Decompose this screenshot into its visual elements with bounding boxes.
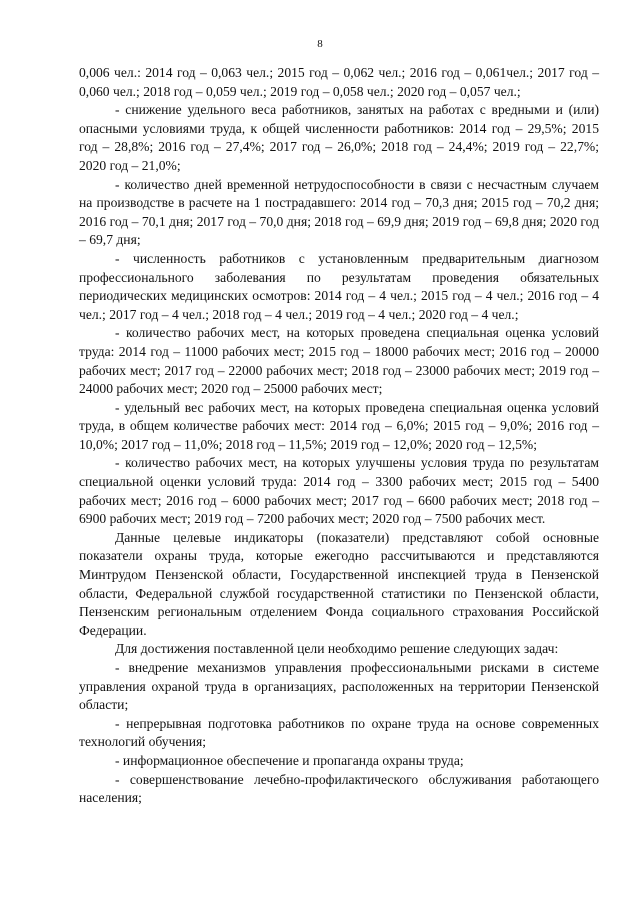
paragraph-task-risk-management: - внедрение механизмов управления профессиональными рисками в системе управления охраной труда в организациях, расположенных на территории Пензенской области; (79, 660, 599, 713)
paragraph-assessed-workplaces-share: - удельный вес рабочих мест, на которых проведена специальная оценка условий труда, в общем количестве рабочих мест: 2014 год – 6,0%; 2015 год – 9,0%; 2016 год – 10,0%; 2017 год – 11,0%; 2018 год – 11,5%; 2019 год – 12,0%; 2020 год – 12,5%; (79, 399, 599, 452)
paragraph-indicators-description: Данные целевые индикаторы (показатели) представляют собой основные показатели охраны труда, которые ежегодно рассчитываются и представляются Минтрудом Пензенской области, Государственной инспекцией труда в Пензенской области, Федеральной службой государственной статистики по Пензенской области, Пензенским региональным отделением Фонда социального страхования Российской Федерации. (79, 529, 599, 638)
paragraph-task-information: - информационное обеспечение и пропаганда охраны труда; (115, 752, 464, 768)
paragraph-assessed-workplaces-count: - количество рабочих мест, на которых проведена специальная оценка условий труда: 2014 год – 11000 рабочих мест; 2015 год – 18000 рабочих мест; 2016 год – 20000 рабочих мест; 2017 год – 22000 рабочих мест; 2018 год – 23000 рабочих мест; 2019 год – 24000 рабочих мест; 2020 год – 25000 рабочих мест; (79, 325, 599, 397)
paragraph-task-training: - непрерывная подготовка работников по охране труда на основе современных технологий обучения; (79, 715, 599, 750)
paragraph-improved-workplaces: - количество рабочих мест, на которых улучшены условия труда по результатам специальной оценки условий труда: 2014 год – 3300 рабочих мест; 2015 год – 5400 рабочих мест; 2016 год – 6000 рабочих мест; 2017 год – 6600 рабочих мест; 2018 год – 6900 рабочих мест; 2019 год – 7200 рабочих мест; 2020 год – 7500 рабочих мест. (79, 455, 599, 527)
paragraph-occupational-disease: - численность работников с установленным предварительным диагнозом профессионального заболевания по результатам проведения обязательных периодических медицинских осмотров: 2014 год – 4 чел.; 2015 год – 4 чел.; 2016 год – 4 чел.; 2017 год – 4 чел.; 2018 год – 4 чел.; 2019 год – 4 чел.; 2020 год – 4 чел.; (79, 250, 599, 322)
paragraph-indicator-continuation: 0,006 чел.: 2014 год – 0,063 чел.; 2015 год – 0,062 чел.; 2016 год – 0,061чел.; 2017 год – 0,060 чел.; 2018 год – 0,059 чел.; 2019 год – 0,058 чел.; 2020 год – 0,057 чел.; (79, 65, 599, 99)
document-body (79, 64, 599, 808)
paragraph-hazardous-work-share: - снижение удельного веса работников, занятых на работах с вредными и (или) опасными условиями труда, к общей численности работников: 2014 год – 29,5%; 2015 год – 28,8%; 2016 год – 27,4%; 2017 год – 26,0%; 2018 год – 24,4%; 2019 год – 22,7%; 2020 год – 21,0%; (79, 102, 599, 173)
paragraph-task-medical-service: - совершенствование лечебно-профилактического обслуживания работающего населения; (79, 771, 599, 806)
paragraph-tasks-intro: Для достижения поставленной цели необходимо решение следующих задач: (115, 641, 559, 657)
page-number: 8 (317, 38, 323, 50)
paragraph-disability-days: - количество дней временной нетрудоспособности в связи с несчастным случаем на производстве в расчете на 1 пострадавшего: 2014 год – 70,3 дня; 2015 год – 70,2 дня; 2016 год – 70,1 дня; 2017 год – 70,0 дня; 2018 год – 69,9 дня; 2019 год – 69,8 дня; 2020 год – 69,7 дня; (79, 176, 599, 248)
